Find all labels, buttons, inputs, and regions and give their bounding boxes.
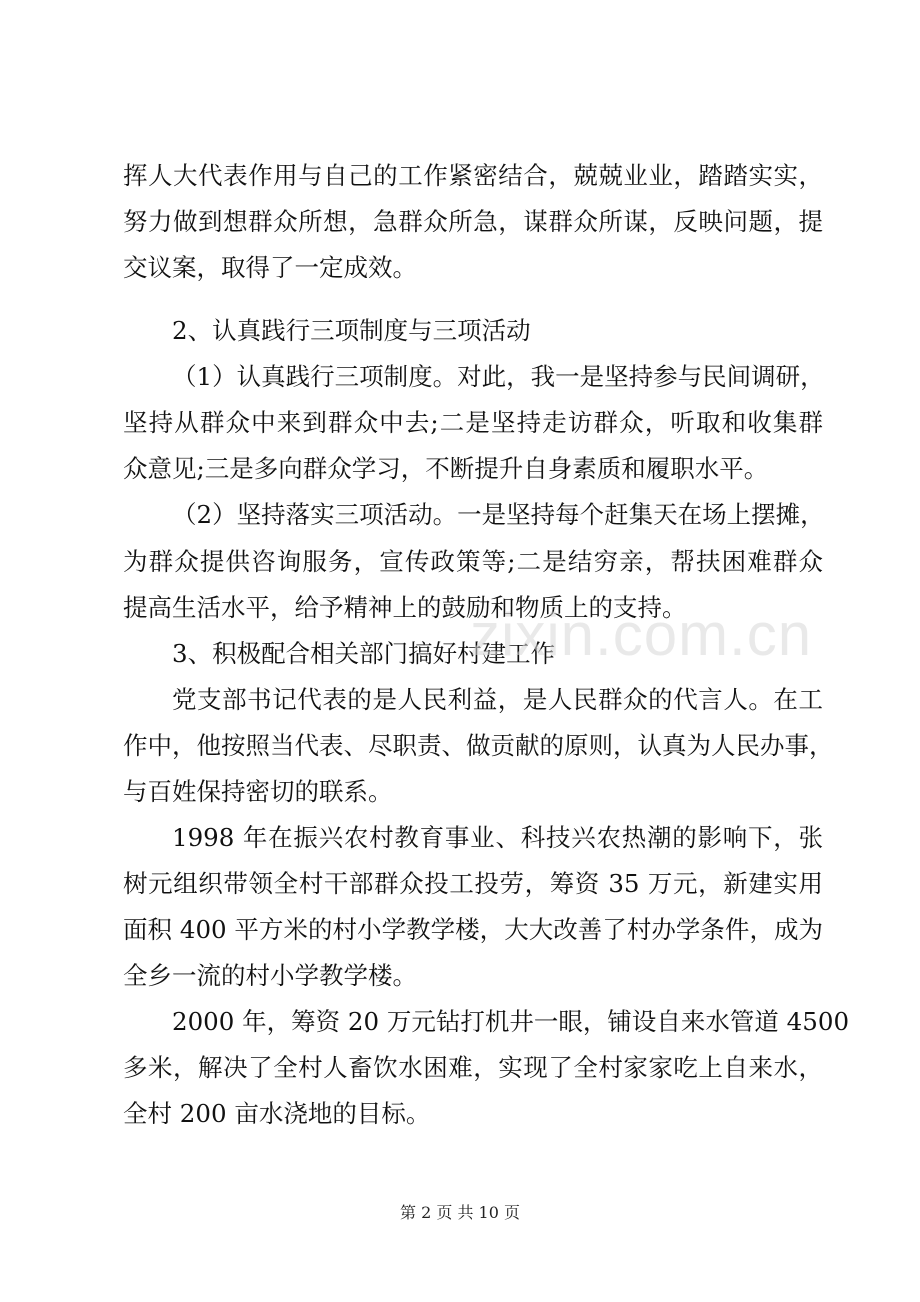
text-line: 交议案，取得了一定成效。 xyxy=(123,253,417,282)
text-line: （2）坚持落实三项活动。一是坚持每个赶集天在场上摆摊， xyxy=(172,500,825,529)
page-number-footer: 第 2 页 共 10 页 xyxy=(400,1203,520,1222)
text-line: 提高生活水平，给予精神上的鼓励和物质上的支持。 xyxy=(123,593,687,622)
text-line: 与百姓保持密切的联系。 xyxy=(123,777,393,806)
text-line: 为群众提供咨询服务，宣传政策等;二是结穷亲，帮扶困难群众 xyxy=(123,547,823,576)
text-line: （1）认真践行三项制度。对此，我一是坚持参与民间调研， xyxy=(172,362,825,391)
text-line: 全乡一流的村小学教学楼。 xyxy=(123,961,417,990)
text-line: 1998 年在振兴农村教育事业、科技兴农热潮的影响下，张 xyxy=(172,823,823,852)
text-line: 坚持从群众中来到群众中去;二是坚持走访群众，听取和收集群 xyxy=(123,408,823,437)
text-line: 全村 200 亩水浇地的目标。 xyxy=(123,1099,431,1128)
text-line: 挥人大代表作用与自己的工作紧密结合，兢兢业业，踏踏实实， xyxy=(123,161,823,190)
watermark-text: zixin.com.cn xyxy=(470,601,813,668)
text-line: 树元组织带领全村干部群众投工投劳，筹资 35 万元，新建实用 xyxy=(123,869,823,898)
section-heading: 2、认真践行三项制度与三项活动 xyxy=(172,316,531,345)
section-heading: 3、积极配合相关部门搞好村建工作 xyxy=(172,639,556,668)
text-line: 作中，他按照当代表、尽职责、做贡献的原则，认真为人民办事， xyxy=(123,731,834,760)
text-line: 党支部书记代表的是人民利益，是人民群众的代言人。在工 xyxy=(172,685,823,714)
text-line: 众意见;三是多向群众学习，不断提升自身素质和履职水平。 xyxy=(123,454,769,483)
text-line: 努力做到想群众所想，急群众所急，谋群众所谋，反映问题，提 xyxy=(123,207,823,236)
text-line: 面积 400 平方米的村小学教学楼，大大改善了村办学条件，成为 xyxy=(123,915,823,944)
text-line: 2000 年，筹资 20 万元钻打机井一眼，铺设自来水管道 4500 xyxy=(172,1007,850,1036)
text-line: 多米，解决了全村人畜饮水困难，实现了全村家家吃上自来水， xyxy=(123,1053,823,1082)
